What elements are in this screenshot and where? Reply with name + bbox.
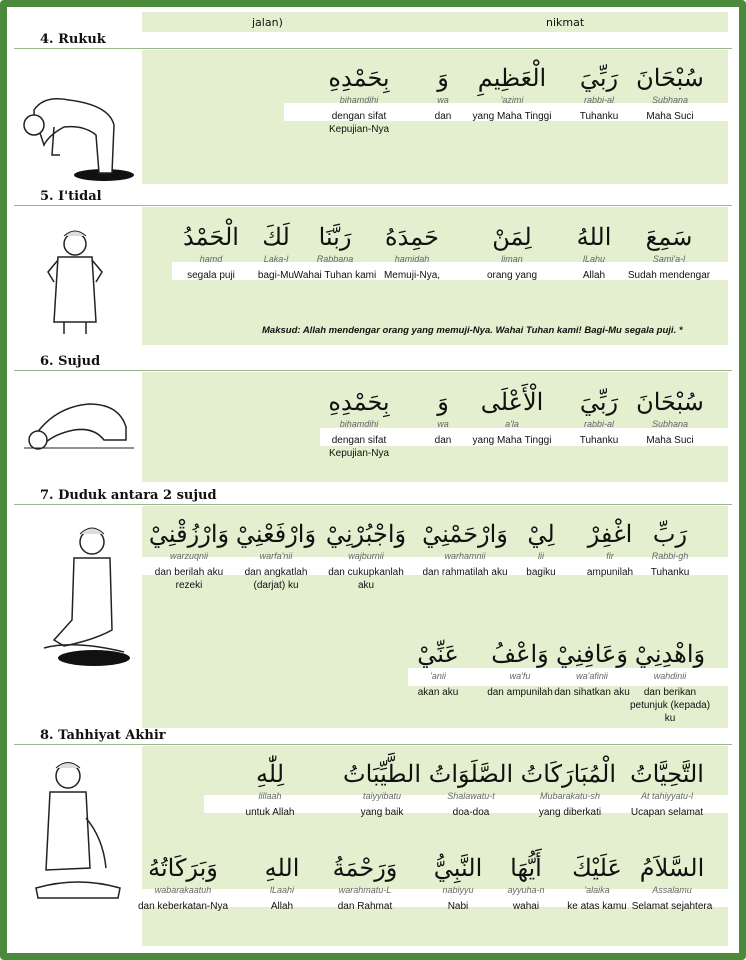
arabic-word: اللهِ — [264, 854, 300, 882]
transliteration: Rabbi-gh — [651, 551, 689, 561]
word-column — [392, 640, 484, 699]
arabic-word: سُبْحَانَ — [636, 64, 704, 92]
word-column — [553, 388, 645, 447]
arabic-word: عَنِّيْ — [417, 640, 459, 668]
meaning: yang baik — [360, 807, 404, 818]
transliteration: Laka-l — [263, 254, 289, 264]
top-row-right-text: nikmat — [546, 16, 585, 29]
maksud-note: Maksud: Allah mendengar orang yang memuji-Nya. Wahai Tuhan kami! Bagi-Mu segala puji. * — [262, 325, 683, 336]
word-column — [466, 223, 558, 282]
section-heading: 8. Tahhiyat Akhir — [40, 728, 166, 743]
meaning: yang Maha Tinggi — [472, 435, 552, 446]
transliteration: lLaahi — [269, 885, 295, 895]
word-column — [419, 520, 511, 579]
transliteration: wa — [437, 419, 449, 429]
top-row-left-text: jalan) — [252, 16, 283, 29]
word-column — [137, 854, 229, 913]
rukuk-figure-icon — [14, 55, 142, 190]
arabic-word: وَاعْفُ — [491, 640, 549, 668]
transliteration: liman — [501, 254, 523, 264]
meaning: Maha Suci — [646, 435, 694, 446]
meaning: Tuhanku — [579, 111, 619, 122]
word-column — [236, 854, 328, 913]
meaning: bagiku — [526, 567, 556, 578]
arabic-word: لِيْ — [527, 520, 555, 548]
word-column — [320, 520, 412, 592]
meaning: dan sihatkan aku — [554, 687, 630, 698]
transliteration: rabbi-al — [583, 419, 614, 429]
meaning: ampunilah — [586, 567, 634, 578]
section-heading: 7. Duduk antara 2 sujud — [40, 488, 217, 503]
arabic-word: سُبْحَانَ — [636, 388, 704, 416]
transliteration: bihamdihi — [339, 419, 379, 429]
section-divider — [14, 205, 732, 206]
arabic-word: أَيُّهَا — [510, 854, 542, 882]
arabic-word: الصَّلَوَاتُ — [428, 760, 514, 788]
meaning: orang yang — [486, 270, 538, 281]
arabic-word: وَ — [437, 388, 449, 416]
itidal-figure-icon — [30, 222, 110, 340]
meaning: Tuhanku — [579, 435, 619, 446]
arabic-word: لِمَنْ — [492, 223, 532, 251]
arabic-word: لَكَ — [262, 223, 290, 251]
section-divider — [14, 504, 732, 505]
transliteration: rabbi-al — [583, 95, 614, 105]
meaning: yang diberkati — [538, 807, 602, 818]
word-column — [474, 640, 566, 699]
arabic-word: وَرَحْمَةُ — [332, 854, 398, 882]
arabic-word: وَاجْبُرْنِيْ — [325, 520, 407, 548]
transliteration: lLahu — [582, 254, 606, 264]
transliteration: nabiyyu — [442, 885, 474, 895]
transliteration: a'la — [505, 419, 519, 429]
transliteration: hamidah — [394, 254, 430, 264]
meaning: dan angkatlah (darjat) ku — [244, 567, 308, 591]
transliteration: wa'fu — [509, 671, 531, 681]
arabic-word: الطَّيِّبَاتُ — [342, 760, 422, 788]
transliteration: lii — [538, 551, 544, 561]
transliteration: Subhana — [651, 419, 689, 429]
meaning: dengan sifat Kepujian-Nya — [328, 111, 390, 135]
word-column — [425, 760, 517, 819]
arabic-word: رَبِّيَ — [579, 64, 619, 92]
meaning: Ucapan selamat — [630, 807, 704, 818]
section-heading: 4. Rukuk — [40, 32, 106, 47]
transliteration: Mubarakatu-sh — [539, 791, 601, 801]
word-column — [621, 760, 713, 819]
transliteration: Assalamu — [652, 885, 692, 895]
transliteration: Subhana — [651, 95, 689, 105]
arabic-word: وَارْزُقْنِيْ — [148, 520, 230, 548]
meaning: Selamat sejahtera — [631, 901, 713, 912]
tahiyat-figure-icon — [28, 758, 128, 908]
sujud-figure-icon — [14, 382, 142, 462]
meaning: dan cukupkanlah aku — [328, 567, 404, 591]
arabic-word: اغْفِرْ — [587, 520, 633, 548]
meaning: wahai — [512, 901, 540, 912]
transliteration: 'alaika — [584, 885, 610, 895]
meaning: segala puji — [187, 270, 235, 281]
word-column — [230, 520, 322, 592]
word-column — [313, 388, 405, 460]
arabic-word: حَمِدَهُ — [385, 223, 439, 251]
arabic-word: رَبِّيَ — [579, 388, 619, 416]
word-column — [165, 223, 257, 282]
transliteration: Rabbana — [316, 254, 354, 264]
meaning: dan — [434, 111, 452, 122]
meaning: ke atas kamu — [567, 901, 627, 912]
meaning: Allah — [582, 270, 606, 281]
word-column — [319, 854, 411, 913]
transliteration: ayyuha-n — [507, 885, 545, 895]
transliteration: fir — [606, 551, 614, 561]
meaning: Sudah mendengar — [627, 270, 711, 281]
arabic-word: التَّحِيَّاتُ — [630, 760, 704, 788]
arabic-word: اللهُ — [576, 223, 612, 251]
arabic-word: وَبَرَكَاتُهُ — [148, 854, 218, 882]
meaning: Wahai Tuhan kami — [293, 270, 377, 281]
meaning: akan aku — [417, 687, 459, 698]
arabic-word: وَارْحَمْنِيْ — [422, 520, 508, 548]
arabic-word: وَارْفَعْنِيْ — [235, 520, 317, 548]
transliteration: bihamdihi — [339, 95, 379, 105]
transliteration: Shalawatu-t — [447, 791, 495, 801]
transliteration: hamd — [199, 254, 223, 264]
word-column — [397, 64, 489, 123]
word-column — [520, 760, 616, 819]
transliteration: Sami'a-l — [652, 254, 686, 264]
section-heading: 5. I'tidal — [40, 189, 102, 204]
meaning: dan keberkatan-Nya — [137, 901, 229, 912]
word-column — [313, 64, 405, 136]
section-divider — [14, 48, 732, 49]
transliteration: warfa'nii — [259, 551, 293, 561]
word-column — [412, 854, 504, 913]
meaning: doa-doa — [452, 807, 490, 818]
transliteration: 'azimi — [500, 95, 524, 105]
arabic-word: بِحَمْدِهِ — [328, 388, 390, 416]
section-divider — [14, 744, 732, 745]
meaning: Nabi — [447, 901, 469, 912]
transliteration: wa'afinii — [576, 671, 608, 681]
arabic-word: رَبَّنَا — [318, 223, 352, 251]
word-column — [224, 760, 316, 819]
transliteration: warahmatu-L — [338, 885, 392, 895]
arabic-word: لِلّٰهِ — [255, 760, 285, 788]
meaning: dan berilah aku rezeki — [154, 567, 224, 591]
word-column — [553, 64, 645, 123]
transliteration: At tahiyyatu-l — [640, 791, 694, 801]
transliteration: 'anii — [430, 671, 446, 681]
meaning: Allah — [270, 901, 294, 912]
arabic-word: الْعَظِيمِ — [477, 64, 547, 92]
arabic-word: وَ — [437, 64, 449, 92]
arabic-word: بِحَمْدِهِ — [328, 64, 390, 92]
arabic-word: وَعَافِنِيْ — [556, 640, 628, 668]
duduk-figure-icon — [24, 520, 134, 670]
meaning: bagi-Mu — [257, 270, 295, 281]
transliteration: wahdinii — [653, 671, 687, 681]
meaning: dan — [434, 435, 452, 446]
meaning: dan Rahmat — [337, 901, 393, 912]
top-row-continuation — [142, 12, 728, 32]
meaning: dan rahmatilah aku — [422, 567, 508, 578]
transliteration: wa — [437, 95, 449, 105]
arabic-word: الْحَمْدُ — [183, 223, 239, 251]
meaning: untuk Allah — [245, 807, 295, 818]
word-column — [336, 760, 428, 819]
section-divider — [14, 370, 732, 371]
arabic-word: وَاهْدِنِيْ — [634, 640, 706, 668]
word-column — [143, 520, 235, 592]
arabic-word: الْأَعْلَى — [480, 388, 544, 416]
meaning: Maha Suci — [646, 111, 694, 122]
arabic-word: السَّلاَمُ — [639, 854, 705, 882]
transliteration: taiyyibatu — [362, 791, 402, 801]
word-column — [397, 388, 489, 447]
transliteration: wabarakaatuh — [154, 885, 212, 895]
meaning: yang Maha Tinggi — [472, 111, 552, 122]
section-heading: 6. Sujud — [40, 354, 101, 369]
transliteration: lillaah — [258, 791, 282, 801]
arabic-word: النَّبِيُّ — [433, 854, 483, 882]
meaning: Tuhanku — [650, 567, 690, 578]
transliteration: warhamnii — [444, 551, 486, 561]
transliteration: wajburnii — [348, 551, 384, 561]
arabic-word: رَبِّ — [652, 520, 688, 548]
arabic-word: الْمُبَارَكَاتُ — [520, 760, 616, 788]
meaning: dengan sifat Kepujian-Nya — [328, 435, 390, 459]
transliteration: warzuqnii — [169, 551, 209, 561]
meaning: dan berikan petunjuk (kepada) ku — [629, 687, 711, 724]
meaning: Memuji-Nya, — [383, 270, 441, 281]
word-column — [548, 223, 640, 282]
arabic-word: عَلَيْكَ — [572, 854, 622, 882]
arabic-word: سَمِعَ — [645, 223, 693, 251]
meaning: dan ampunilah — [487, 687, 553, 698]
